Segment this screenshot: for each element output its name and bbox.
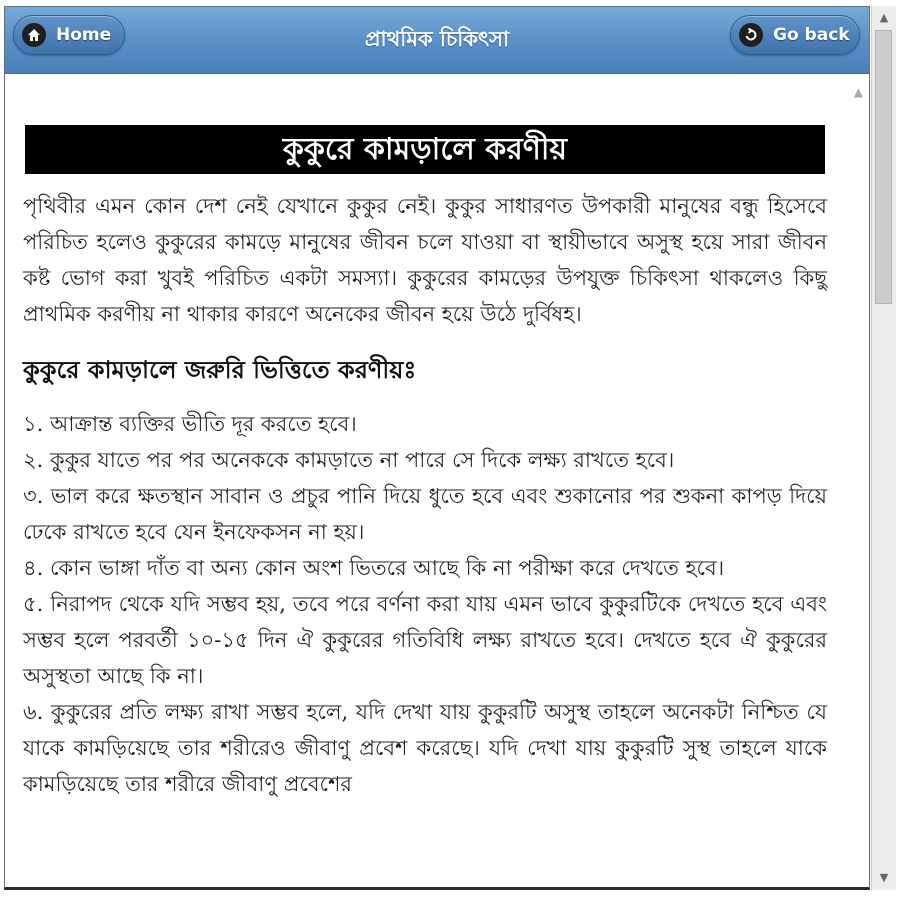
section-heading: কুকুরে কামড়ালে জরুরি ভিত্তিতে করণীয়ঃ [23,356,417,384]
header-bar [5,7,869,74]
intro-paragraph: পৃথিবীর এমন কোন দেশ নেই যেখানে কুকুর নেই। কুকুর সাধারণত উপকারী মানুষের বন্ধু হিসেবে পরিচিত হলেও কুকুরের কামড়ে মানুষের জীবন চলে যাওয়া বা স্থায়ীভাবে অসুস্থ হয়ে সারা জীবন কষ্ট ভোগ করা খুবই পরিচিত একটা সমস্যা। কুকুরের কামড়ের উপযুক্ত চিকিৎসা থাকলেও কিছু প্রাথমিক করণীয় না থাকার কারণে অনেকের জীবন হয়ে উঠে দুর্বিষহ। [23,194,827,326]
back-arrow-icon [739,23,763,47]
list-item: ৪. কোন ভাঙ্গা দাঁত বা অন্য কোন অংশ ভিতরে আছে কি না পরীক্ষা করে দেখতে হবে। [23,556,725,580]
vertical-scrollbar[interactable] [871,6,896,890]
app-frame [4,6,870,890]
inner-scroll-up-icon[interactable]: ▲ [853,85,863,99]
list-item: ২. কুকুর যাতে পর পর অনেককে কামড়াতে না পারে সে দিকে লক্ষ্য রাখতে হবে। [23,448,675,472]
list-item: ১. আক্রান্ত ব্যক্তির ভীতি দূর করতে হবে। [23,412,357,436]
scroll-down-icon[interactable]: ▼ [879,871,889,884]
article-title: কুকুরে কামড়ালে করণীয় [25,125,825,174]
scroll-up-icon[interactable]: ▲ [879,11,889,24]
home-button-label: Home [56,25,112,45]
list-item: ৬. কুকুরের প্রতি লক্ষ্য রাখা সম্ভব হলে, যদি দেখা যায় কুকুরটি অসুস্থ তাহলে অনেকটা নিশ্চিত যে যাকে কামড়িয়েছে তার শরীরেও জীবাণু প্রবেশ করেছে। যদি দেখা যায় কুকুরটি সুস্থ তাহলে যাকে কামড়িয়েছে তার শরীরে জীবাণু প্রবেশের [23,700,827,796]
list-item: ৫. নিরাপদ থেকে যদি সম্ভব হয়, তবে পরে বর্ণনা করা যায় এমন ভাবে কুকুরটিকে দেখতে হবে এবং সম্ভব হলে পরবর্তী ১০-১৫ দিন ঐ কুকুরের গতিবিধি লক্ষ্য রাখতে হবে। দেখতে হবে ঐ কুকুরের অসুস্থতা আছে কি না। [23,592,827,688]
list-item: ৩. ভাল করে ক্ষতস্থান সাবান ও প্রচুর পানি দিয়ে ধুতে হবে এবং শুকানোর পর শুকনা কাপড় দিয়ে ঢেকে রাখতে হবে যেন ইনফেকসন না হয়। [23,484,827,544]
go-back-button-label: Go back [773,25,850,45]
scrollbar-thumb[interactable] [875,30,892,304]
steps-list [23,406,827,802]
go-back-button[interactable] [730,15,860,55]
page-title: প্রাথমিক চিকিৎসা [364,27,510,51]
article-content [23,117,827,802]
